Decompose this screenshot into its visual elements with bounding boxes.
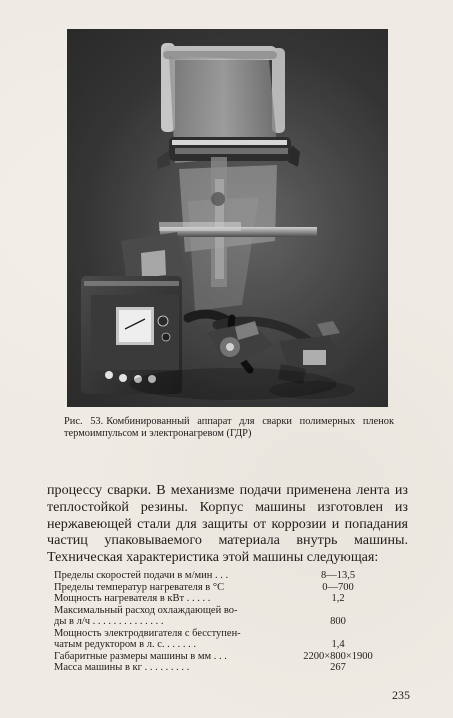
spec-value: 0—700 [322, 581, 354, 593]
spec-value: 267 [330, 662, 346, 673]
spec-row [54, 651, 394, 663]
welding-apparatus-illustration [67, 29, 388, 407]
spec-row [54, 582, 394, 594]
spec-label: Масса машины в кг . . . . . . . . . [54, 662, 190, 673]
spec-label: Максимальный расход охлаждающей во- ды в л/ч . . . . . . . . . . . . . . [54, 604, 238, 627]
spec-value: 1,2 [331, 593, 345, 604]
page-number: 235 [392, 688, 410, 702]
spec-label: Мощность нагревателя в кВт . . . . . [54, 593, 211, 604]
spec-row [54, 662, 394, 674]
spec-row [54, 593, 394, 605]
body-paragraph: процессу сварки. В механизме подачи применена лента из теплостойкой резины. Корпус машины изготовлен из нержавеющей стали для защиты от коррозии и попадания частиц упаковываемого материала внутрь машины. Техническая характеристика этой машины следующая: [47, 482, 408, 566]
figure-caption-text: Комбинированный аппарат для сварки полимерных пленок термоимпульсом и электронагревом (ГДР) [64, 416, 394, 439]
figure-caption-label: Рис. 53. [64, 416, 104, 427]
technical-specifications [54, 570, 394, 674]
spec-label: Пределы скоростей подачи в м/мин . . . [54, 570, 229, 581]
spec-value: 800 [330, 616, 346, 627]
spec-row [54, 628, 394, 651]
spec-label: Мощность электродвигателя с бесступен- чатым редуктором в л. с. . . . . . . [54, 627, 241, 650]
spec-row [54, 570, 394, 582]
figure-caption [64, 416, 394, 440]
spec-label: Габаритные размеры машины в мм . . . [54, 650, 227, 662]
spec-row [54, 605, 394, 628]
spec-value: 2200×800×1900 [303, 650, 373, 662]
spec-value: 1,4 [331, 639, 345, 650]
welding-apparatus-photo [67, 29, 388, 407]
spec-value: 8—13,5 [320, 570, 356, 581]
spec-label: Пределы температур нагревателя в °С [54, 581, 225, 593]
